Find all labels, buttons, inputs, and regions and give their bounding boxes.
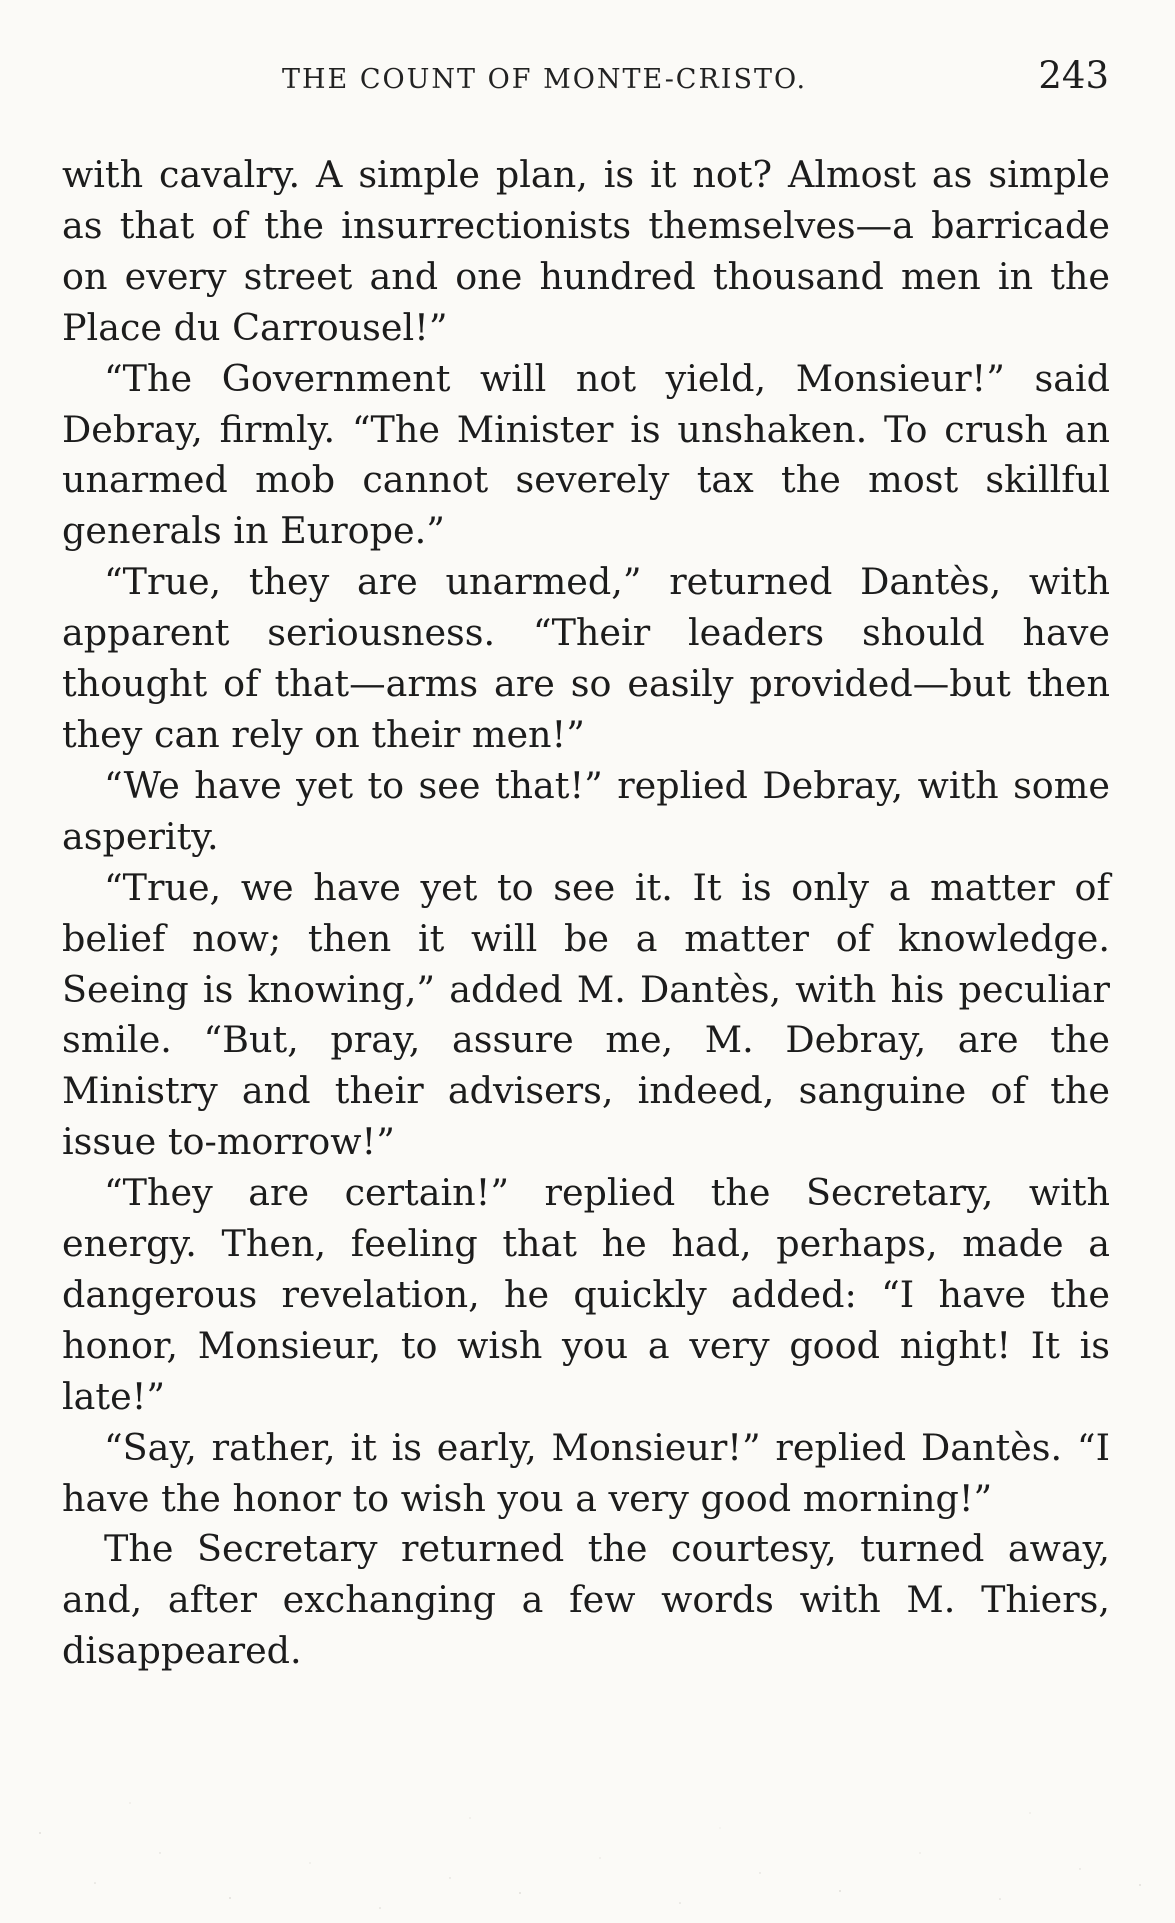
- paragraph: “Say, rather, it is early, Monsieur!” replied Dantès. “I have the honor to wish you a very good morning!”: [62, 1425, 1110, 1520]
- paragraph: The Secretary returned the courtesy, turned away, and, after exchanging a few words with M. Thiers, disappeared.: [62, 1527, 1110, 1673]
- paragraph: “We have yet to see that!” replied Debray, with some asperity.: [62, 763, 1110, 858]
- body-text: [62, 150, 1110, 1677]
- paragraph: “True, they are unarmed,” returned Dantès, with apparent seriousness. “Their leaders should have thought of that—arms are so easily provided—but then they can rely on their men!”: [62, 560, 1110, 756]
- running-title: THE COUNT OF MONTE-CRISTO.: [282, 64, 808, 95]
- page-header: [62, 50, 1109, 110]
- page-number: 243: [1038, 54, 1109, 97]
- paragraph: “They are certain!” replied the Secretary, with energy. Then, feeling that he had, perhaps, made a dangerous revelation, he quickly added: “I have the honor, Monsieur, to wish you a very good night! It is late!”: [62, 1171, 1110, 1418]
- paragraph: “The Government will not yield, Monsieur!” said Debray, firmly. “The Minister is unshaken. To crush an unarmed mob cannot severely tax the most skillful generals in Europe.”: [62, 356, 1110, 553]
- paragraph: “True, we have yet to see it. It is only a matter of belief now; then it will be a matter of knowledge. Seeing is knowing,” added M. Dantès, with his peculiar smile. “But, pray, assure me, M. Debray, are the Ministry and their advisers, indeed, sanguine of the issue to-morrow!”: [62, 865, 1110, 1164]
- paragraph: with cavalry. A simple plan, is it not? Almost as simple as that of the insurrectionists themselves—a barricade on every street and one hundred thousand men in the Place du Carrousel!”: [62, 153, 1110, 349]
